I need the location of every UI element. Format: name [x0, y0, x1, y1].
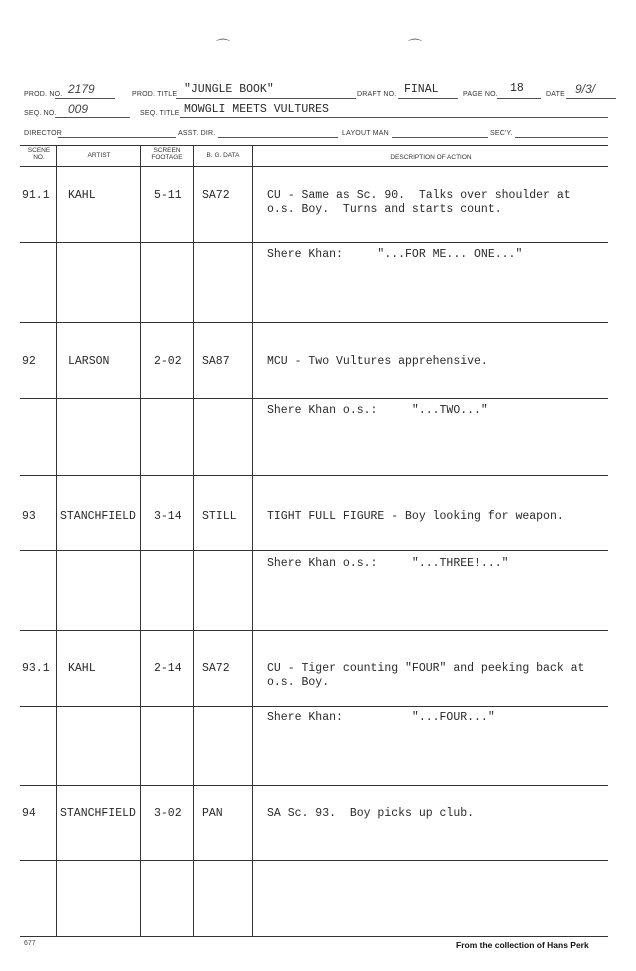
prod-title-value: "JUNGLE BOOK" [184, 83, 274, 96]
row-divider-2a [20, 398, 608, 399]
scene-no: 92 [22, 355, 36, 368]
col-divider-2 [140, 145, 141, 936]
action-description: MCU - Two Vultures apprehensive. [267, 355, 488, 368]
artist: STANCHFIELD [60, 807, 136, 820]
hole-punch-mark-left: ⌒ [216, 38, 230, 54]
hole-punch-mark-right: ⌒ [408, 38, 422, 54]
action-description: CU - Tiger counting "FOUR" and peeking back at o.s. Boy. [267, 662, 585, 689]
col-divider-3 [193, 145, 194, 936]
col-artist: ARTIST [87, 152, 111, 159]
col-divider-1 [56, 145, 57, 936]
artist: KAHL [68, 189, 96, 202]
scene-no: 93 [22, 510, 36, 523]
bg-data: SA72 [202, 189, 230, 202]
bg-data: PAN [202, 807, 223, 820]
layout-man-label: LAYOUT MAN [342, 130, 389, 137]
col-description: DESCRIPTION OF ACTION [390, 154, 472, 161]
row-divider-3b [20, 630, 608, 631]
row-divider-5a [20, 860, 608, 861]
row-divider-1a [20, 242, 608, 243]
dialogue: Shere Khan o.s.: "...THREE!..." [267, 557, 509, 570]
col-divider-4 [252, 145, 253, 936]
table-bottom-border [20, 936, 608, 937]
secy-label: SEC'Y. [490, 130, 513, 137]
artist: STANCHFIELD [60, 510, 136, 523]
date-value: 9/3/ [575, 82, 596, 96]
seq-no-label: SEQ. NO. [24, 110, 57, 117]
table-top-border [20, 145, 608, 146]
dialogue: Shere Khan o.s.: "...TWO..." [267, 404, 488, 417]
seq-title-label: SEQ. TITLE [140, 110, 180, 117]
page-no-value: 18 [510, 82, 524, 95]
action-description: SA Sc. 93. Boy picks up club. [267, 807, 475, 820]
prod-no-value: 2179 [68, 82, 95, 96]
draft-no-label: DRAFT NO. [357, 91, 397, 98]
row-divider-2b [20, 475, 608, 476]
seq-title-value: MOWGLI MEETS VULTURES [184, 103, 329, 116]
screen-footage: 3-14 [154, 510, 182, 523]
prod-no-label: PROD. NO. [24, 91, 63, 98]
col-screen-footage: SCREEN FOOTAGE [151, 147, 183, 161]
screen-footage: 2-14 [154, 662, 182, 675]
action-description: TIGHT FULL FIGURE - Boy looking for weapon. [267, 510, 564, 523]
scene-no: 93.1 [22, 662, 50, 675]
date-label: DATE [546, 91, 565, 98]
bg-data: STILL [202, 510, 237, 523]
artist: LARSON [68, 355, 110, 368]
bg-data: SA72 [202, 662, 230, 675]
dialogue: Shere Khan: "...FOUR..." [267, 711, 495, 724]
page-no-label: PAGE NO. [463, 91, 498, 98]
screen-footage: 5-11 [154, 189, 182, 202]
asst-dir-label: ASST. DIR. [178, 130, 216, 137]
row-divider-4a [20, 706, 608, 707]
draft-no-value: FINAL [404, 83, 439, 96]
collection-credit: From the collection of Hans Perk [456, 940, 589, 950]
screen-footage: 3-02 [154, 807, 182, 820]
dialogue: Shere Khan: "...FOR ME... ONE..." [267, 248, 523, 261]
bg-data: SA87 [202, 355, 230, 368]
seq-no-value: 009 [68, 102, 89, 116]
row-divider-1b [20, 322, 608, 323]
prod-title-label: PROD. TITLE [132, 91, 178, 98]
artist: KAHL [68, 662, 96, 675]
row-divider-4b [20, 785, 608, 786]
row-divider-3a [20, 550, 608, 551]
scene-no: 91.1 [22, 189, 50, 202]
header-bottom-border [20, 166, 608, 167]
col-bg-data: B. G. DATA [206, 152, 240, 159]
col-scene-no: SCENE NO. [27, 147, 51, 161]
director-label: DIRECTOR [24, 130, 63, 137]
form-number: 677 [24, 940, 36, 947]
screen-footage: 2-02 [154, 355, 182, 368]
action-description: CU - Same as Sc. 90. Talks over shoulder at o.s. Boy. Turns and starts count. [267, 189, 571, 216]
scene-no: 94 [22, 807, 36, 820]
